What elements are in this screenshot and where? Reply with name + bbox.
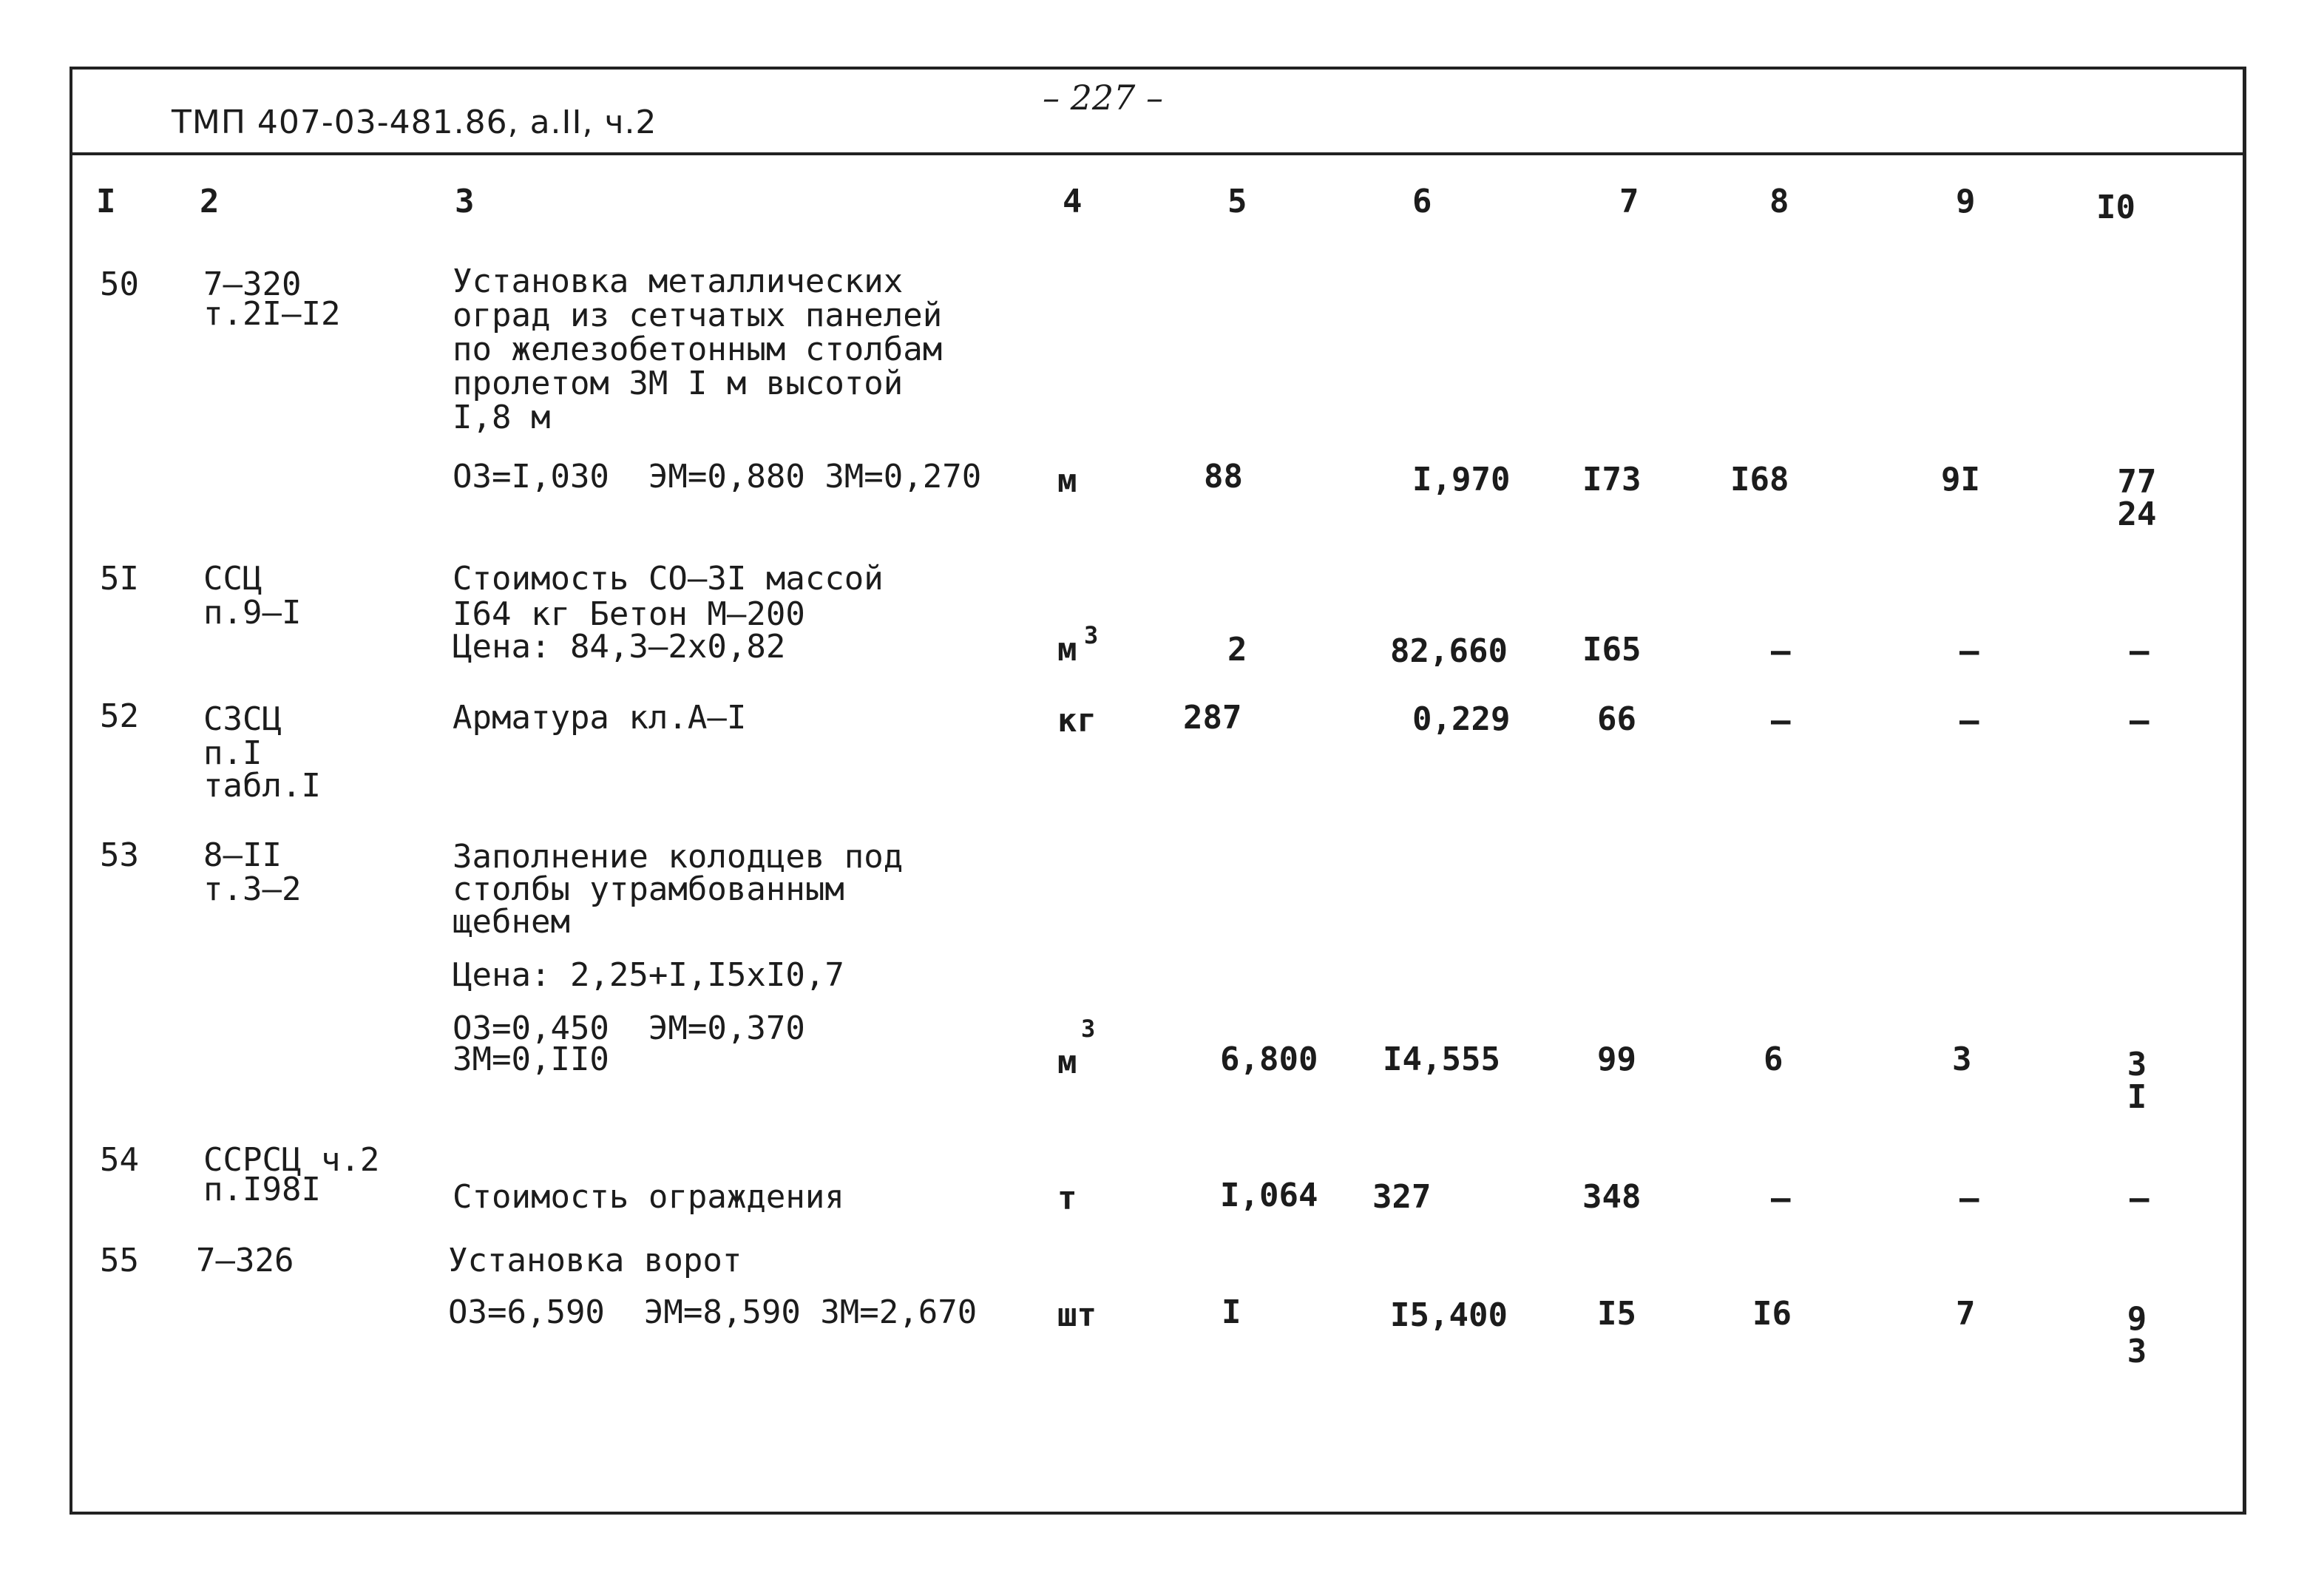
col-header-6: 6: [1412, 183, 1432, 220]
norm-code: т.2I–I2: [203, 295, 341, 333]
row-number: 52: [100, 697, 139, 735]
coefficients: ОЗ=I,030 ЭМ=0,880 ЗМ=0,270: [453, 458, 982, 495]
col8-value: I68: [1730, 461, 1789, 498]
quantity: 6,800: [1220, 1041, 1318, 1078]
unit-price: 0,229: [1412, 700, 1511, 738]
norm-code: СЗСЦ: [203, 700, 282, 738]
norm-code: табл.I: [203, 767, 321, 805]
work-description: оград из сетчатых панелей: [453, 297, 943, 334]
header-divider: [70, 152, 2246, 155]
col7-value: I73: [1582, 461, 1642, 498]
col10-stack: [2111, 1046, 2163, 1116]
unit-price: 82,660: [1390, 632, 1508, 670]
row-number: 53: [100, 836, 139, 874]
col7-value: 99: [1597, 1041, 1636, 1078]
norm-code: 7–326: [196, 1242, 294, 1279]
col10-value: –: [2130, 1180, 2149, 1217]
norm-code: п.I98I: [203, 1171, 321, 1208]
work-description: по железобетонным столбам: [453, 331, 943, 368]
col8-value: –: [1771, 702, 1791, 740]
col-header-9: 9: [1956, 183, 1976, 220]
norm-code: п.I: [203, 734, 262, 772]
col10-bottom: I: [2127, 1078, 2147, 1116]
col10-value: –: [2130, 632, 2149, 670]
work-description: I,8 м: [453, 399, 551, 436]
col10-stack: [2111, 1300, 2163, 1370]
work-description: пролетом ЗМ I м высотой: [453, 365, 904, 402]
col10-top: 77: [2117, 463, 2157, 501]
price-formula: Цена: 2,25+I,I5хI0,7: [453, 956, 844, 994]
work-description: щебнем: [453, 903, 570, 941]
col7-value: I5: [1597, 1295, 1636, 1333]
coefficients: ОЗ=0,450 ЭМ=0,370: [453, 1009, 805, 1047]
unit-price: I5,400: [1390, 1296, 1508, 1334]
col10-top: 3: [2127, 1046, 2147, 1083]
norm-code: 8–II: [203, 836, 282, 874]
work-description: Стоимость СО–3I массой: [453, 560, 884, 598]
col-header-2: 2: [200, 183, 220, 220]
col7-value: 66: [1597, 700, 1636, 738]
col-header-3: 3: [455, 183, 475, 220]
col10-top: 9: [2127, 1300, 2147, 1338]
norm-code: ССЦ: [203, 560, 262, 598]
row-number: 5I: [100, 560, 139, 598]
col10-stack: [2111, 463, 2163, 533]
col9-value: –: [1959, 702, 1979, 740]
coefficients: ЗМ=0,II0: [453, 1041, 609, 1078]
quantity: 2: [1227, 631, 1247, 669]
quantity: 287: [1183, 699, 1242, 737]
unit-price: 327: [1372, 1178, 1432, 1216]
col8-value: –: [1771, 1180, 1791, 1217]
norm-code: п.9–I: [203, 594, 302, 632]
work-description: столбы утрамбованным: [453, 870, 844, 908]
row-number: 54: [100, 1141, 139, 1179]
col9-value: –: [1959, 1180, 1979, 1217]
col9-value: 3: [1952, 1041, 1972, 1078]
col-header-8: 8: [1769, 183, 1789, 220]
col8-value: I6: [1752, 1295, 1792, 1333]
unit: м: [1057, 631, 1077, 669]
row-number: 55: [100, 1242, 139, 1279]
document-frame: [70, 67, 2246, 1515]
work-description: Установка металлических: [453, 263, 904, 300]
col-header-4: 4: [1063, 183, 1083, 220]
work-description: Заполнение колодцев под: [453, 838, 904, 876]
work-description: Цена: 84,3–2х0,82: [453, 628, 786, 666]
col10-bottom: 3: [2127, 1333, 2147, 1370]
col10-value: –: [2130, 702, 2149, 740]
row-number: 50: [100, 265, 139, 303]
quantity: 88: [1204, 458, 1243, 495]
norm-code: 7–320: [203, 265, 302, 303]
col9-value: –: [1959, 632, 1979, 670]
col7-value: 348: [1582, 1178, 1642, 1216]
document-code: ТМП 407-03-481.86, а.II, ч.2: [172, 104, 657, 141]
unit: м: [1057, 1043, 1077, 1081]
unit-price: I,970: [1412, 461, 1511, 498]
col-header-1: I: [96, 183, 116, 220]
norm-code: т.3–2: [203, 870, 302, 908]
unit: шт: [1057, 1296, 1097, 1334]
unit-superscript: 3: [1081, 1015, 1096, 1043]
col8-value: 6: [1764, 1041, 1783, 1078]
work-description: Арматура кл.А–I: [453, 699, 747, 737]
coefficients: ОЗ=6,590 ЭМ=8,590 ЗМ=2,670: [448, 1293, 978, 1331]
col-header-5: 5: [1227, 183, 1247, 220]
quantity: I: [1222, 1293, 1241, 1331]
page-number: – 227 –: [1043, 78, 1164, 118]
col7-value: I65: [1582, 631, 1642, 669]
col10-bottom: 24: [2117, 495, 2157, 533]
unit-price: I4,555: [1383, 1041, 1500, 1078]
norm-code: ССРСЦ ч.2: [203, 1141, 380, 1179]
col8-value: –: [1771, 632, 1791, 670]
unit-superscript: 3: [1084, 621, 1099, 649]
unit: т: [1057, 1180, 1077, 1217]
col-header-7: 7: [1619, 183, 1639, 220]
col9-value: 9I: [1941, 461, 1980, 498]
work-description: Стоимость ограждения: [453, 1178, 844, 1216]
work-description: I64 кг Бетон М–200: [453, 595, 805, 633]
work-description: Установка ворот: [448, 1242, 742, 1279]
col-header-10: I0: [2096, 189, 2135, 226]
unit: кг: [1057, 702, 1097, 740]
col9-value: 7: [1956, 1295, 1976, 1333]
unit: м: [1057, 462, 1077, 500]
quantity: I,064: [1220, 1177, 1318, 1214]
